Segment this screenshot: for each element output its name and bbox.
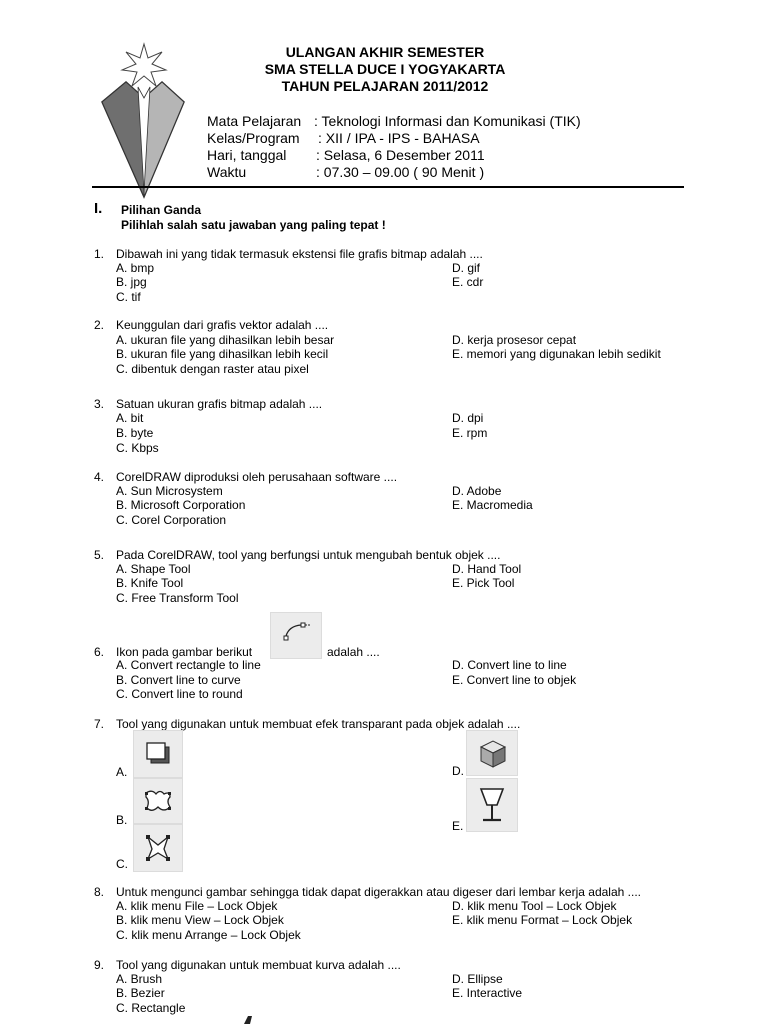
option-a: A. xyxy=(116,765,128,779)
option-c: C. klik menu Arrange – Lock Objek xyxy=(116,928,301,942)
partial-tool-icon xyxy=(236,1014,260,1024)
question-text: CorelDRAW diproduksi oleh perusahaan software .... xyxy=(116,470,398,484)
question-number: 8. xyxy=(94,885,105,899)
extrude-icon xyxy=(466,730,518,776)
option-b: B. klik menu View – Lock Objek xyxy=(116,913,284,927)
section-instruction: Pilihlah salah satu jawaban yang paling tepat ! xyxy=(121,218,386,232)
question-number: 6. xyxy=(94,645,105,659)
class-label: Kelas/Program xyxy=(207,130,300,146)
question-text: Untuk mengunci gambar sehingga tidak dapat digerakkan atau digeser dari lembar kerja adalah .... xyxy=(116,885,641,899)
question-text: Satuan ukuran grafis bitmap adalah .... xyxy=(116,397,323,411)
question-number: 9. xyxy=(94,958,105,972)
school-logo xyxy=(98,42,188,202)
option-a: A. bmp xyxy=(116,261,155,275)
envelope-icon xyxy=(133,778,183,824)
option-c: C. dibentuk dengan raster atau pixel xyxy=(116,362,309,376)
option-b: B. jpg xyxy=(116,275,147,289)
option-e: E. rpm xyxy=(452,426,488,440)
question-number: 3. xyxy=(94,397,105,411)
header-divider xyxy=(92,186,684,188)
question-number: 5. xyxy=(94,548,105,562)
option-a: A. bit xyxy=(116,411,144,425)
blend-icon xyxy=(133,824,183,872)
option-a: A. Brush xyxy=(116,972,163,986)
option-b: B. Convert line to curve xyxy=(116,673,241,687)
drop-shadow-icon xyxy=(133,730,183,778)
option-b: B. ukuran file yang dihasilkan lebih kecil xyxy=(116,347,329,361)
time-label: Waktu xyxy=(207,164,247,180)
option-b: B. Microsoft Corporation xyxy=(116,498,246,512)
option-b: B. byte xyxy=(116,426,154,440)
question-number: 4. xyxy=(94,470,105,484)
option-e: E. Pick Tool xyxy=(452,576,515,590)
option-c: C. Kbps xyxy=(116,441,159,455)
question-number: 1. xyxy=(94,247,105,261)
option-c: C. Corel Corporation xyxy=(116,513,227,527)
question-text: Dibawah ini yang tidak termasuk ekstensi file grafis bitmap adalah .... xyxy=(116,247,483,261)
subject-value: : Teknologi Informasi dan Komunikasi (TIK) xyxy=(314,113,581,129)
option-d: D. kerja prosesor cepat xyxy=(452,333,577,347)
option-e: E. cdr xyxy=(452,275,484,289)
question-text: Ikon pada gambar berikut xyxy=(116,645,253,659)
option-e: E. Interactive xyxy=(452,986,523,1000)
exam-title: ULANGAN AKHIR SEMESTER xyxy=(285,44,485,60)
option-a: A. Convert rectangle to line xyxy=(116,658,261,672)
option-b: B. Knife Tool xyxy=(116,576,184,590)
question-number: 7. xyxy=(94,717,105,731)
date-label: Hari, tanggal xyxy=(207,147,287,163)
option-d: D. Adobe xyxy=(452,484,502,498)
option-a: A. Sun Microsystem xyxy=(116,484,223,498)
date-value: : Selasa, 6 Desember 2011 xyxy=(316,147,485,163)
class-value: : XII / IPA - IPS - BAHASA xyxy=(318,130,480,146)
option-b: B. Bezier xyxy=(116,986,165,1000)
option-c: C. Convert line to round xyxy=(116,687,243,701)
option-d: D. gif xyxy=(452,261,481,275)
option-e: E. klik menu Format – Lock Objek xyxy=(452,913,633,927)
academic-year: TAHUN PELAJARAN 2011/2012 xyxy=(281,78,489,94)
option-d: D. dpi xyxy=(452,411,484,425)
question-text: Keunggulan dari grafis vektor adalah .... xyxy=(116,318,329,332)
convert-to-curve-icon xyxy=(270,612,322,659)
transparency-icon xyxy=(466,778,518,832)
option-c: C. Rectangle xyxy=(116,1001,186,1015)
option-e: E. xyxy=(452,819,464,833)
question-text: Pada CorelDRAW, tool yang berfungsi untuk mengubah bentuk objek .... xyxy=(116,548,501,562)
option-a: A. klik menu File – Lock Objek xyxy=(116,899,278,913)
school-name: SMA STELLA DUCE I YOGYAKARTA xyxy=(264,61,506,77)
option-c: C. Free Transform Tool xyxy=(116,591,239,605)
option-d: D. Hand Tool xyxy=(452,562,522,576)
option-b: B. xyxy=(116,813,128,827)
section-number: I. xyxy=(94,200,103,217)
section-title: Pilihan Ganda xyxy=(121,203,202,217)
option-e: E. Macromedia xyxy=(452,498,533,512)
option-c: C. xyxy=(116,857,128,871)
question-text: Tool yang digunakan untuk membuat kurva adalah .... xyxy=(116,958,401,972)
option-e: E. Convert line to objek xyxy=(452,673,577,687)
option-d: D. xyxy=(452,764,464,778)
option-d: D. klik menu Tool – Lock Objek xyxy=(452,899,617,913)
option-c: C. tif xyxy=(116,290,141,304)
option-e: E. memori yang digunakan lebih sedikit xyxy=(452,347,661,361)
question-text: Tool yang digunakan untuk membuat efek transparant pada objek adalah .... xyxy=(116,717,521,731)
option-a: A. Shape Tool xyxy=(116,562,191,576)
option-a: A. ukuran file yang dihasilkan lebih besar xyxy=(116,333,335,347)
subject-label: Mata Pelajaran xyxy=(207,113,302,129)
time-value: : 07.30 – 09.00 ( 90 Menit ) xyxy=(316,164,485,180)
option-d: D. Convert line to line xyxy=(452,658,567,672)
option-d: D. Ellipse xyxy=(452,972,503,986)
question-text-after: adalah .... xyxy=(327,645,380,659)
question-number: 2. xyxy=(94,318,105,332)
